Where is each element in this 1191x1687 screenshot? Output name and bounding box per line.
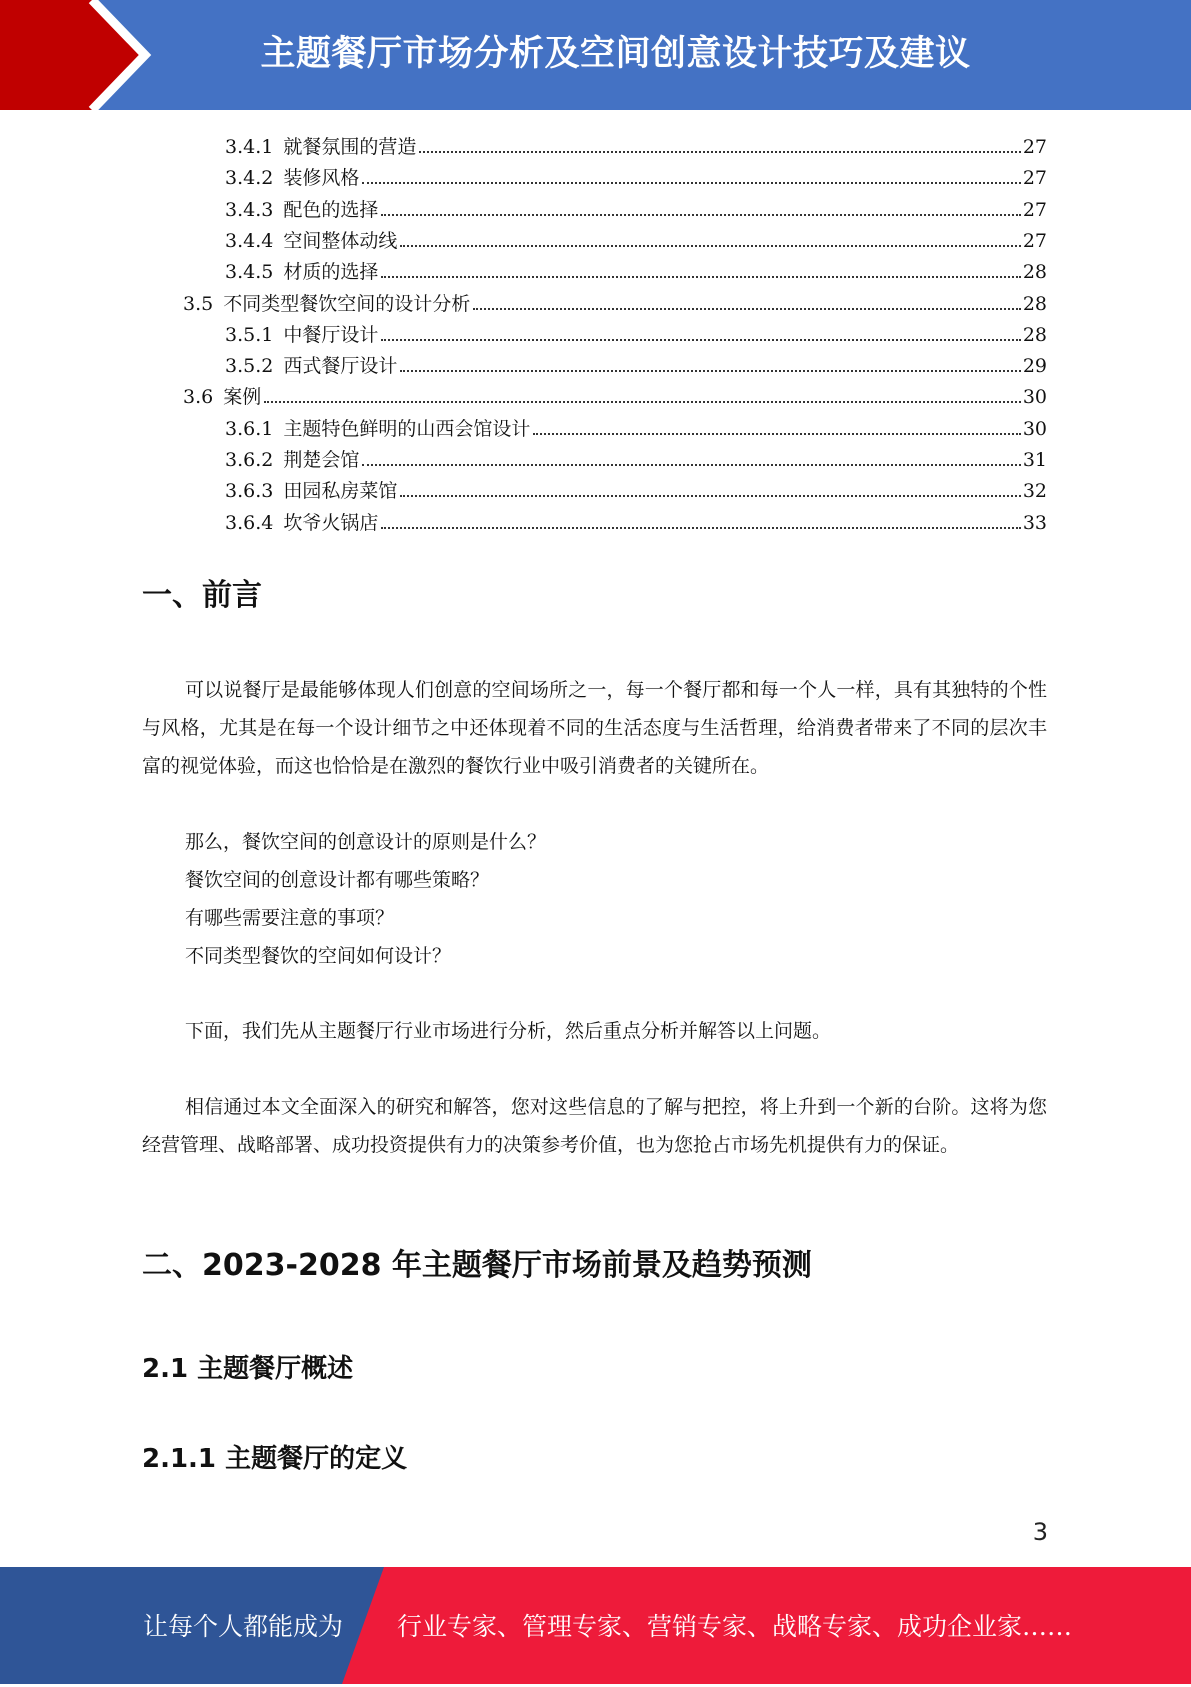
toc-entry[interactable] <box>225 316 1047 347</box>
toc-entry[interactable] <box>225 222 1047 253</box>
page-footer <box>0 1567 1191 1684</box>
toc-entry-number: 3.6.1 <box>225 417 274 440</box>
toc-entry-title: 不同类型餐饮空间的设计分析 <box>223 292 471 315</box>
toc-entry[interactable] <box>225 441 1047 472</box>
toc-dot-leader <box>381 526 1020 529</box>
section-heading-preface: 一、前言 <box>142 578 262 613</box>
subsection-heading-definition: 2.1.1 主题餐厅的定义 <box>142 1444 408 1474</box>
toc-dot-leader <box>264 400 1021 403</box>
toc-entry-title: 空间整体动线 <box>283 229 398 252</box>
toc-entry[interactable] <box>225 159 1047 190</box>
paragraph-next: 下面，我们先从主题餐厅行业市场进行分析，然后重点分析并解答以上问题。 <box>185 1020 832 1042</box>
toc-entry-page: 28 <box>1022 323 1047 346</box>
toc-entry[interactable] <box>183 378 1047 409</box>
toc-entry-number: 3.6.3 <box>225 480 274 503</box>
toc-entry-page: 29 <box>1022 355 1047 378</box>
toc-dot-leader <box>419 150 1020 153</box>
toc-entry-page: 27 <box>1022 229 1047 252</box>
toc-entry-number: 3.6 <box>183 386 214 409</box>
toc-entry[interactable] <box>225 472 1047 503</box>
question-line: 餐饮空间的创意设计都有哪些策略？ <box>185 869 490 891</box>
header-title: 主题餐厅市场分析及空间创意设计技巧及建议 <box>260 34 971 74</box>
toc-entry-number: 3.4.1 <box>225 136 274 158</box>
toc-entry-number: 3.4.3 <box>225 198 274 221</box>
toc-entry-number: 3.4.5 <box>225 261 274 284</box>
toc-entry-title: 荆楚会馆 <box>283 449 360 471</box>
toc-entry-title: 配色的选择 <box>283 198 379 221</box>
paragraph-intro: 可以说餐厅是最能够体现人们创意的空间场所之一，每一个餐厅都和每一个人一样，具有其独特的个性与风格，尤其是在每一个设计细节之中还体现着不同的生活态度与生活哲理，给消费者带来了不同的层次丰富的视觉体验，而这也恰恰是在激烈的餐饮行业中吸引消费者的关键所在。 <box>142 679 1047 777</box>
toc-entry-title: 田园私房菜馆 <box>283 480 398 503</box>
toc-entry-title: 就餐氛围的营造 <box>283 136 417 158</box>
toc-entry[interactable] <box>225 191 1047 222</box>
toc-entry-number: 3.5 <box>183 292 214 315</box>
toc-entry-page: 28 <box>1022 292 1047 315</box>
toc-dot-leader <box>381 275 1020 278</box>
toc-entry[interactable] <box>225 504 1047 535</box>
toc-entry[interactable] <box>183 285 1047 316</box>
toc-entry-page: 30 <box>1022 417 1047 440</box>
toc-entry[interactable] <box>225 253 1047 284</box>
toc-entry-number: 3.5.2 <box>225 355 274 378</box>
question-line: 有哪些需要注意的事项？ <box>185 907 395 929</box>
subsection-heading-overview: 2.1 主题餐厅概述 <box>142 1354 354 1384</box>
question-line: 不同类型餐饮的空间如何设计？ <box>185 945 452 967</box>
toc-entry-number: 3.4.2 <box>225 167 274 190</box>
toc-entry[interactable] <box>225 128 1047 159</box>
toc-entry-number: 3.4.4 <box>225 229 274 252</box>
page-header <box>0 0 1191 110</box>
toc-entry-page: 27 <box>1022 198 1047 221</box>
toc-entry-title: 案例 <box>223 386 262 409</box>
toc-entry-page: 30 <box>1022 386 1047 409</box>
toc-entry-title: 材质的选择 <box>283 261 379 284</box>
toc-entry-page: 27 <box>1022 136 1047 158</box>
toc-dot-leader <box>362 181 1020 184</box>
toc-entry-title: 西式餐厅设计 <box>283 355 398 378</box>
question-line: 那么，餐饮空间的创意设计的原则是什么？ <box>185 831 547 853</box>
toc-entry-title: 坎爷火锅店 <box>283 511 379 534</box>
toc-entry[interactable] <box>225 347 1047 378</box>
toc-entry-page: 28 <box>1022 261 1047 284</box>
toc-dot-leader <box>400 369 1020 372</box>
toc-entry-page: 33 <box>1022 511 1047 534</box>
toc-dot-leader <box>400 494 1020 497</box>
toc-entry-title: 装修风格 <box>283 167 360 190</box>
toc-dot-leader <box>381 338 1020 341</box>
toc-dot-leader <box>400 244 1020 247</box>
toc-dot-leader <box>533 432 1020 435</box>
toc-entry-page: 31 <box>1022 449 1047 471</box>
toc-entry-title: 主题特色鲜明的山西会馆设计 <box>283 417 531 440</box>
footer-slogan-left: 让每个人都能成为 <box>143 1612 344 1641</box>
toc-entry-page: 27 <box>1022 167 1047 190</box>
toc-entry-number: 3.6.2 <box>225 449 274 471</box>
paragraph-conclusion: 相信通过本文全面深入的研究和解答，您对这些信息的了解与把控，将上升到一个新的台阶。这将为您经营管理、战略部署、成功投资提供有力的决策参考价值，也为您抢占市场先机提供有力的保证。 <box>142 1096 1047 1156</box>
page-number: 3 <box>1032 1518 1048 1546</box>
toc-entry[interactable] <box>225 410 1047 441</box>
toc-entry-title: 中餐厅设计 <box>283 323 379 346</box>
footer-slogan-right: 行业专家、管理专家、营销专家、战略专家、成功企业家…… <box>397 1612 1073 1641</box>
toc-entry-number: 3.5.1 <box>225 323 274 346</box>
toc-entry-number: 3.6.4 <box>225 511 274 534</box>
section-heading-forecast: 二、2023-2028 年主题餐厅市场前景及趋势预测 <box>142 1248 812 1283</box>
toc-entry-page: 32 <box>1022 480 1047 503</box>
toc-dot-leader <box>362 463 1020 466</box>
toc-dot-leader <box>473 307 1021 310</box>
toc-dot-leader <box>381 213 1020 216</box>
